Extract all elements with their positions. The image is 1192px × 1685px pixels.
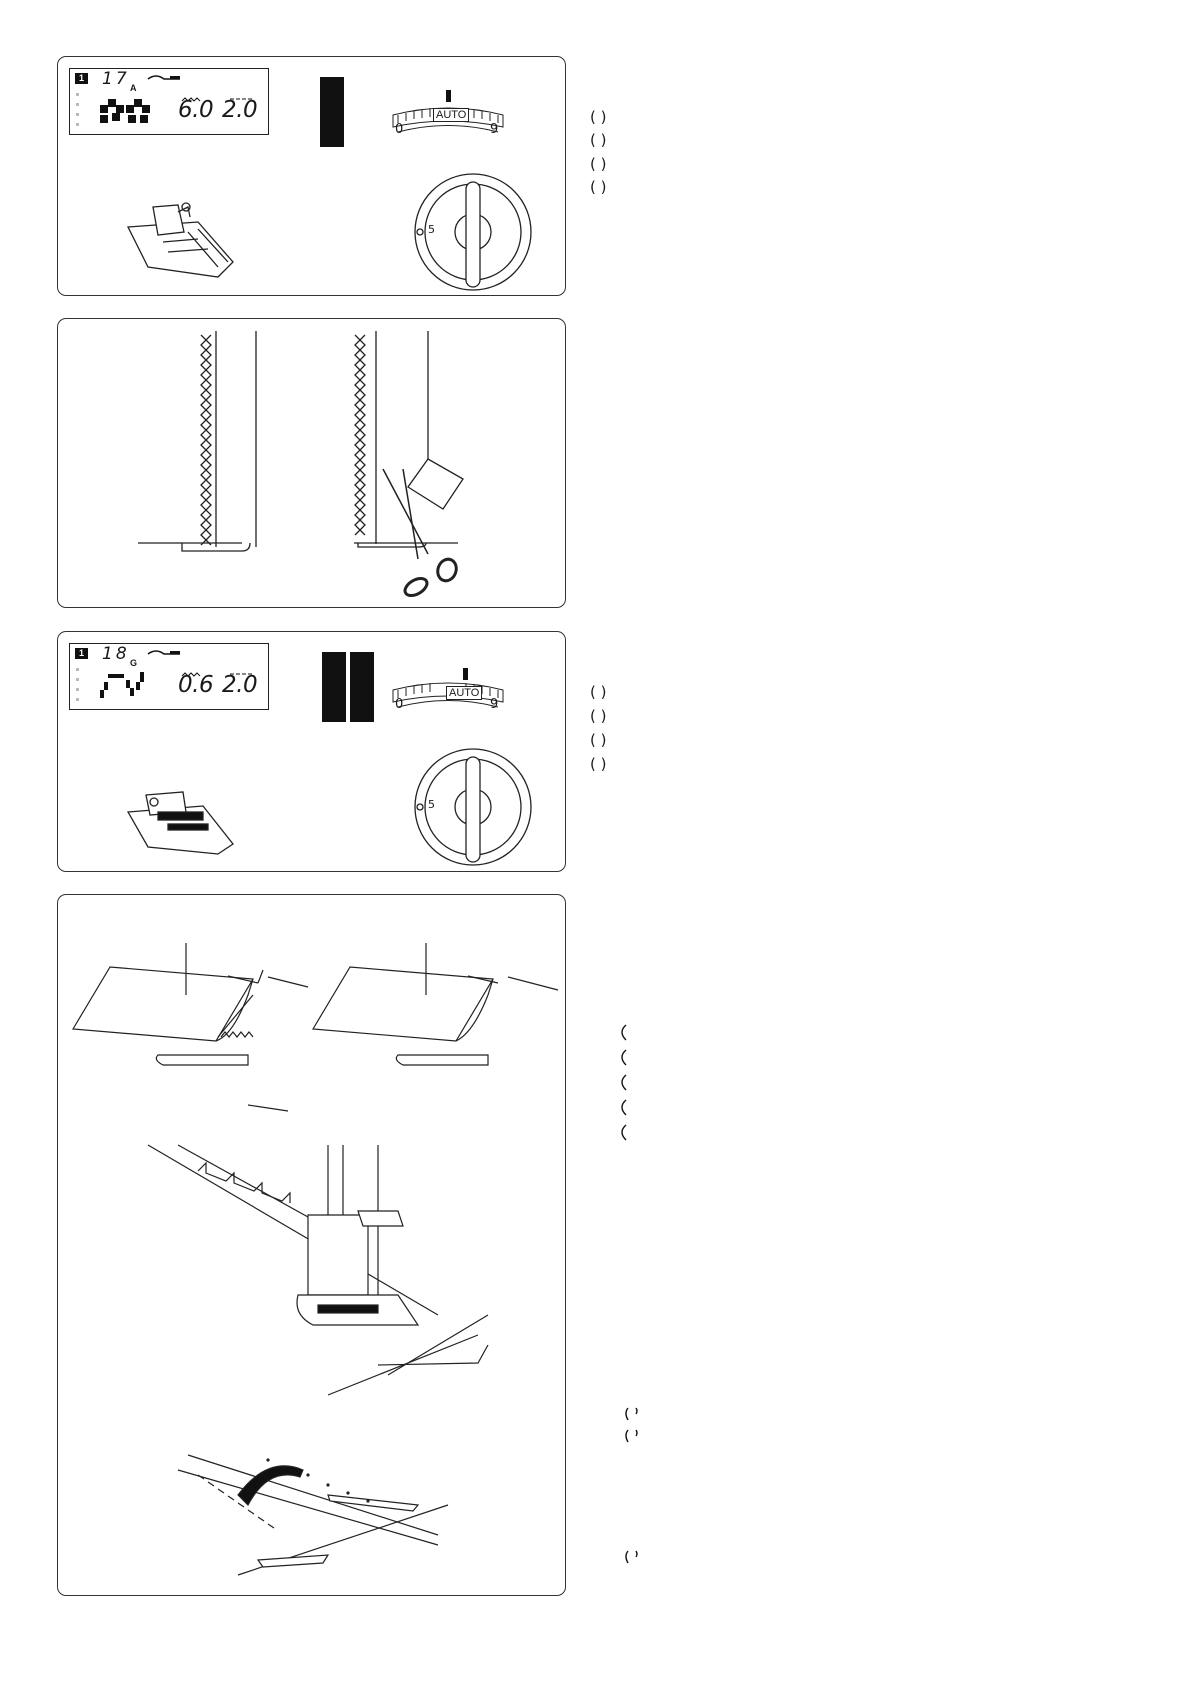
fabric-fold-right [313,943,558,1065]
tension-auto: AUTO [433,108,469,122]
overcast-example-panel [57,318,566,608]
tension-auto: AUTO [446,686,482,700]
stitch-column-right [355,331,376,544]
tension-min: 0 [395,697,404,712]
tension-max: 9 [490,697,499,712]
panel3-illustration [58,632,566,872]
overcast-illustration [58,319,566,608]
feed-dog-indicator-2 [350,652,374,722]
blind-hem-instruction-panel [57,894,566,1596]
marker: ( ) [590,731,607,749]
marker: ( ) [590,707,607,725]
tension-min: 0 [395,122,404,137]
marker: ( ) [590,155,607,173]
marker: ( ) [590,178,607,196]
marker: ( ) [590,108,607,126]
presser-foot-icon [128,203,233,277]
settings-panel-overcast [57,56,566,296]
feed-dog-indicator-1 [322,652,346,722]
mode-indicator: 1 [75,73,88,84]
foot-letter: A [130,83,137,93]
finished-hem-icon [178,1455,448,1575]
stitch-length: 2.0 [222,672,258,698]
marker: ( ) [590,131,607,149]
marker: ( ) [590,683,607,701]
machine-foot-icon [148,1145,488,1395]
settings-panel-blind-hem [57,631,566,872]
tension-max: 9 [490,122,499,137]
stitch-width: 0.6 [178,672,214,698]
pressure-value: 5 [428,223,435,236]
fabric-fold-left [73,943,308,1111]
blind-hem-foot-icon [128,792,233,854]
panel1-illustration [58,57,566,296]
feed-dog-indicator [320,77,344,147]
pressure-value: 5 [428,798,435,811]
marker: ( ) [590,755,607,773]
pattern-number: 18 [102,644,130,664]
blind-hem-illustration [58,895,566,1596]
stitch-column-left [201,335,211,545]
bracket-marker-last [616,1545,656,1575]
bracket-markers [616,1010,676,1490]
stitch-width: 6.0 [178,97,214,123]
mode-indicator: 1 [75,648,88,659]
pattern-number: 17 [102,69,130,89]
foot-letter: G [130,658,138,668]
stitch-length: 2.0 [222,97,258,123]
